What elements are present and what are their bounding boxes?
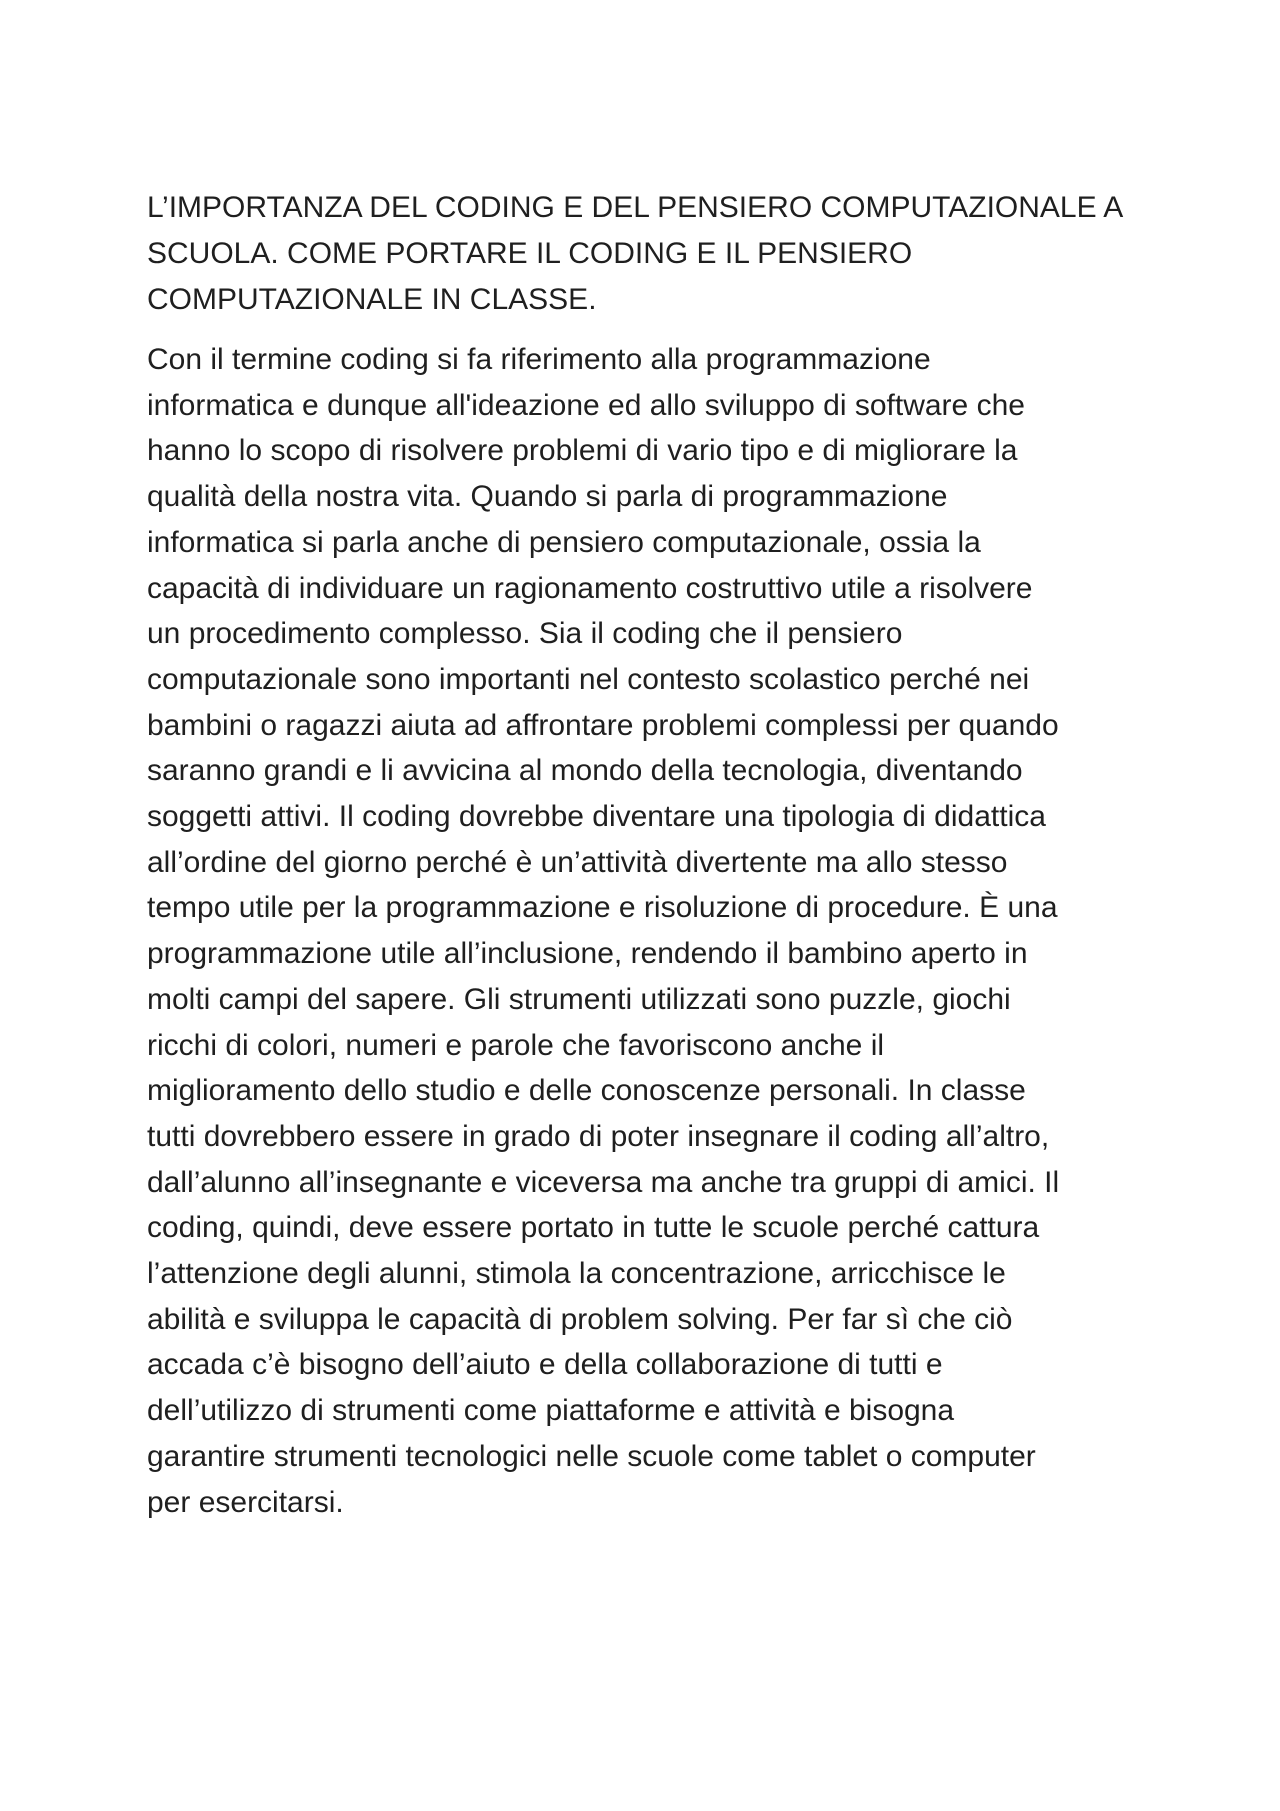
paragraph-line: tempo utile per la programmazione e risoluzione di procedure. È una: [147, 891, 1058, 925]
paragraph-line: all’ordine del giorno perché è un’attività divertente ma allo stesso: [147, 845, 1008, 879]
title-line: SCUOLA. COME PORTARE IL CODING E IL PENSIERO: [147, 237, 913, 270]
paragraph-line: capacità di individuare un ragionamento costruttivo utile a risolvere: [147, 571, 1033, 605]
title-line: COMPUTAZIONALE IN CLASSE.: [147, 283, 597, 316]
paragraph-line: coding, quindi, deve essere portato in tutte le scuole perché cattura: [147, 1211, 1040, 1245]
paragraph-line: informatica si parla anche di pensiero computazionale, ossia la: [147, 525, 981, 559]
paragraph-line: accada c’è bisogno dell’aiuto e della collaborazione di tutti e: [147, 1348, 943, 1382]
title-line: L’IMPORTANZA DEL CODING E DEL PENSIERO COMPUTAZIONALE A: [147, 191, 1124, 224]
paragraph-line: qualità della nostra vita. Quando si parla di programmazione: [147, 480, 948, 514]
paragraph-line: programmazione utile all’inclusione, rendendo il bambino aperto in: [147, 937, 1028, 971]
body-paragraph: [147, 337, 1127, 1525]
paragraph-line: abilità e sviluppa le capacità di problem solving. Per far sì che ciò: [147, 1302, 1013, 1336]
document-content: [147, 185, 1127, 1525]
paragraph-line: garantire strumenti tecnologici nelle scuole come tablet o computer: [147, 1439, 1036, 1473]
document-title: [147, 185, 1127, 323]
paragraph-line: tutti dovrebbero essere in grado di poter insegnare il coding all’altro,: [147, 1119, 1050, 1153]
paragraph-line: informatica e dunque all'ideazione ed allo sviluppo di software che: [147, 388, 1025, 422]
paragraph-line: dall’alunno all’insegnante e viceversa ma anche tra gruppi di amici. Il: [147, 1165, 1060, 1199]
paragraph-line: un procedimento complesso. Sia il coding che il pensiero: [147, 617, 903, 651]
paragraph-line: ricchi di colori, numeri e parole che favoriscono anche il: [147, 1028, 885, 1062]
paragraph-line: hanno lo scopo di risolvere problemi di vario tipo e di migliorare la: [147, 434, 1018, 468]
paragraph-line: miglioramento dello studio e delle conoscenze personali. In classe: [147, 1074, 1026, 1108]
paragraph-line: molti campi del sapere. Gli strumenti utilizzati sono puzzle, giochi: [147, 982, 1011, 1016]
paragraph-line: Con il termine coding si fa riferimento alla programmazione: [147, 343, 931, 376]
paragraph-line: computazionale sono importanti nel contesto scolastico perché nei: [147, 662, 1030, 696]
paragraph-line: l’attenzione degli alunni, stimola la concentrazione, arricchisce le: [147, 1257, 1006, 1291]
paragraph-line: soggetti attivi. Il coding dovrebbe diventare una tipologia di didattica: [147, 800, 1046, 834]
paragraph-line: saranno grandi e li avvicina al mondo della tecnologia, diventando: [147, 754, 1023, 788]
paragraph-line: bambini o ragazzi aiuta ad affrontare problemi complessi per quando: [147, 708, 1059, 742]
paragraph-line: dell’utilizzo di strumenti come piattaforme e attività e bisogna: [147, 1394, 955, 1428]
paragraph-line: per esercitarsi.: [147, 1485, 344, 1519]
